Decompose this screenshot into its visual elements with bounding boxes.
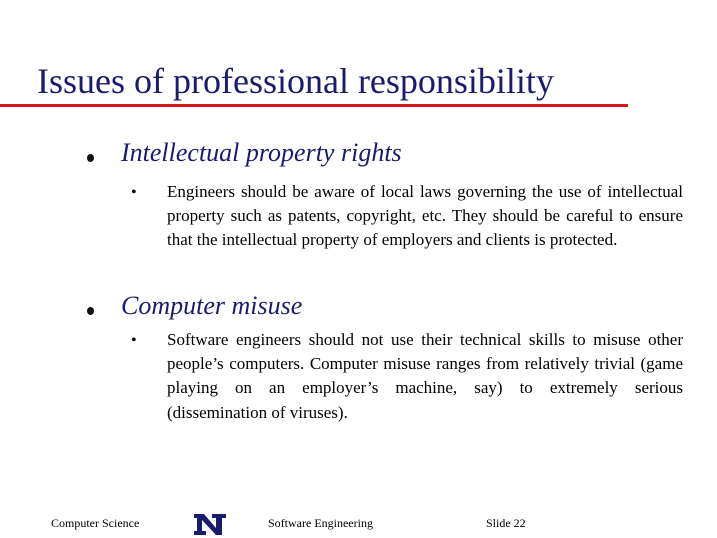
paragraph-computer-misuse: Software engineers should not use their technical skills to misuse other people’s computers. Computer misuse ranges from relatively trivial (game playing on an employer’s machine, say) to extremely serious (dissemination of viruses). [167, 330, 683, 422]
footer-slide-number: Slide 22 [486, 516, 526, 530]
section-heading-computer-misuse: Computer misuse [121, 291, 303, 320]
slide-title: Issues of professional responsibility [37, 61, 554, 101]
bullet-dot-icon [87, 307, 94, 315]
title-underline [0, 104, 628, 107]
footer-course: Software Engineering [268, 516, 373, 530]
university-logo-icon [192, 512, 228, 537]
sub-bullet-icon: • [131, 332, 137, 349]
sub-bullet-icon: • [131, 184, 137, 201]
section-heading-intellectual-property: Intellectual property rights [121, 138, 402, 167]
footer-department: Computer Science [51, 516, 140, 530]
paragraph-intellectual-property: Engineers should be aware of local laws governing the use of intellectual property such as patents, copyright, etc. They should be careful to ensure that the intellectual property of employers and clients is protected. [167, 182, 683, 250]
bullet-dot-icon [87, 154, 94, 162]
